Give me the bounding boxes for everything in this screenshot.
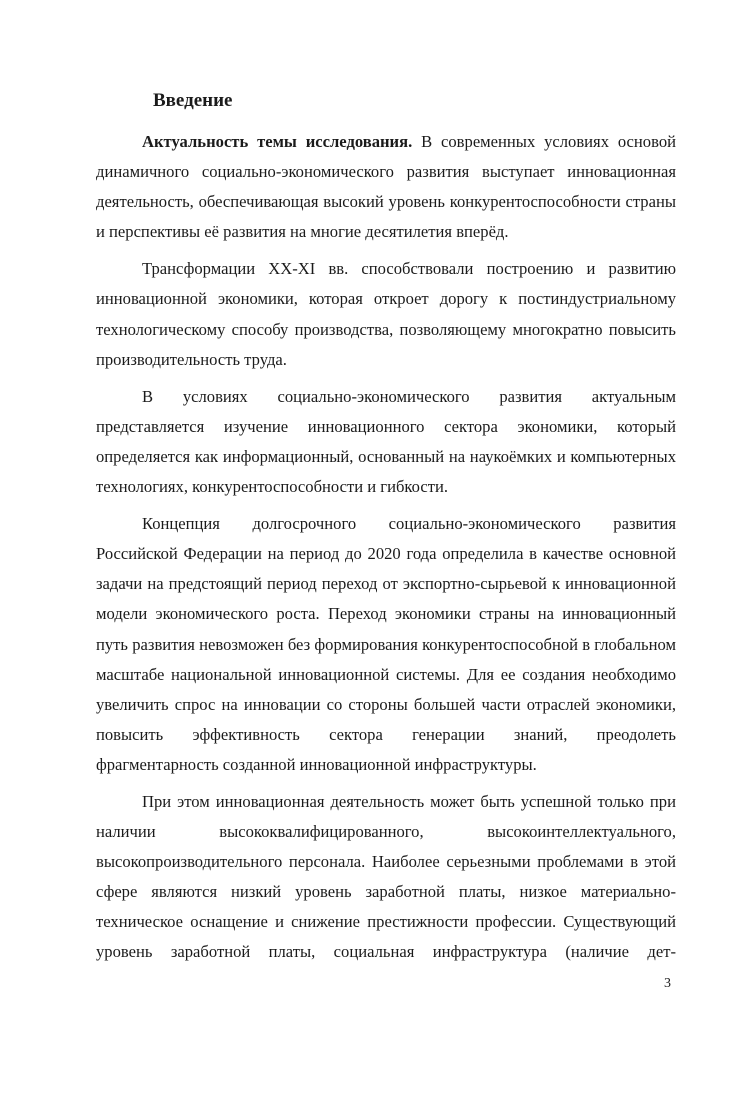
paragraph-text: В современных условиях основой динамичного социально-экономического развития выступает инновационная деятельность, обеспечивающая высокий уровень конкурентоспособности страны и перспективы её развития на многие десятилетия вперёд. bbox=[96, 132, 676, 242]
paragraph-relevance bbox=[96, 127, 676, 247]
section-heading: Введение bbox=[153, 90, 233, 111]
body-text bbox=[96, 127, 676, 975]
paragraph-concept: Концепция долгосрочного социально-экономического развития Российской Федерации на период до 2020 года определила в качестве основной задачи на предстоящий период переход от экспортно-сырьевой к инновационной модели экономического роста. Переход экономики страны на инновационный путь развития невозможен без формирования конкурентоспособной в глобальном масштабе национальной инновационной системы. Для ее создания необходимо увеличить спрос на инновации со стороны большей части отраслей экономики, повысить эффективность сектора генерации знаний, преодолеть фрагментарность созданной инновационной инфраструктуры. bbox=[96, 514, 676, 774]
paragraph-personnel: При этом инновационная деятельность может быть успешной только при наличии высококвалифицированного, высокоинтеллектуального, высокопроизводительного персонала. Наиболее серьезными проблемами в этой сфере являются низкий уровень заработной платы, низкое материально-техническое оснащение и снижение престижности профессии. Существующий уровень заработной платы, социальная инфраструктура (наличие дет- bbox=[96, 791, 676, 962]
page-number: 3 bbox=[664, 976, 671, 991]
paragraph-innovation-sector: В условиях социально-экономического развития актуальным представляется изучение инновационного сектора экономики, который определяется как информационный, основанный на наукоёмких и компьютерных технологиях, конкурентоспособности и гибкости. bbox=[96, 386, 676, 497]
paragraph-transformations: Трансформации XX-XI вв. способствовали построению и развитию инновационной экономики, которая откроет дорогу к постиндустриальному технологическому способу производства, позволяющему многократно повысить производительность труда. bbox=[96, 259, 676, 369]
paragraph-lead: Актуальность темы исследования. bbox=[142, 132, 413, 151]
